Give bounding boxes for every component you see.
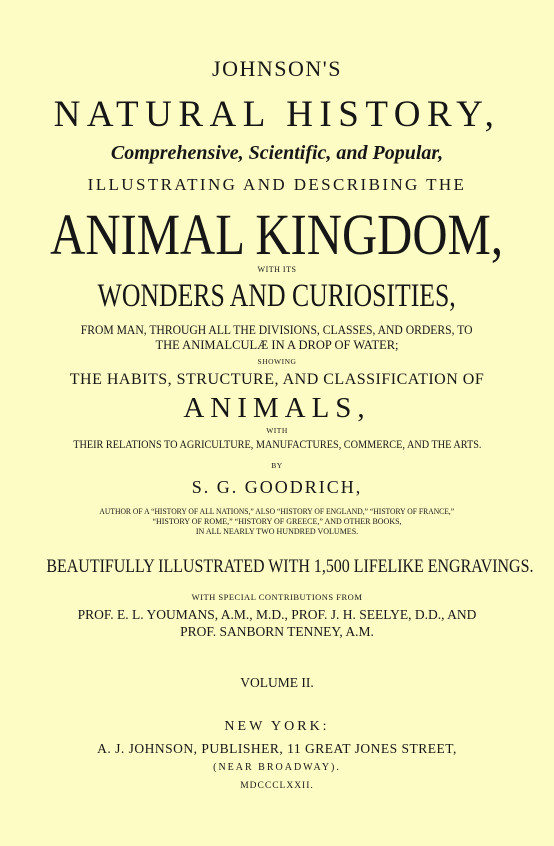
illustrated-line: BEAUTIFULLY ILLUSTRATED WITH 1,500 LIFELIKE ENGRAVINGS. xyxy=(46,556,534,577)
main-title: NATURAL HISTORY, xyxy=(53,94,501,135)
showing-label: SHOWING xyxy=(257,357,297,366)
animal-kingdom-heading: ANIMAL KINGDOM, xyxy=(50,202,504,267)
with-its-label: WITH ITS xyxy=(257,265,297,274)
by-label: BY xyxy=(271,461,283,470)
contributions-label: WITH SPECIAL CONTRIBUTIONS FROM xyxy=(191,592,363,602)
scope-line-1: FROM MAN, THROUGH ALL THE DIVISIONS, CLASSES, AND ORDERS, TO xyxy=(81,323,473,337)
author-works-line-1: AUTHOR OF A “HISTORY OF ALL NATIONS,” ALSO “HISTORY OF ENGLAND,” “HISTORY OF FRANCE,” xyxy=(99,507,455,516)
illustrating-line: ILLUSTRATING AND DESCRIBING THE xyxy=(87,175,467,194)
city-label: NEW YORK: xyxy=(224,719,330,734)
contributors-line-2: PROF. SANBORN TENNEY, A.M. xyxy=(180,624,374,639)
author-possessive: JOHNSON'S xyxy=(212,56,342,81)
subtitle-gothic: Comprehensive, Scientific, and Popular, xyxy=(110,142,444,164)
author-works-line-3: IN ALL NEARLY TWO HUNDRED VOLUMES. xyxy=(195,527,359,536)
year-label: MDCCCLXXII. xyxy=(240,781,314,791)
habits-line: THE HABITS, STRUCTURE, AND CLASSIFICATION OF xyxy=(69,371,485,388)
scope-line-2: THE ANIMALCULÆ IN A DROP OF WATER; xyxy=(155,338,399,352)
publisher-line: A. J. JOHNSON, PUBLISHER, 11 GREAT JONES STREET, xyxy=(97,741,457,756)
relations-line: THEIR RELATIONS TO AGRICULTURE, MANUFACTURES, COMMERCE, AND THE ARTS. xyxy=(72,439,482,451)
volume-label: VOLUME II. xyxy=(240,675,314,690)
animals-heading: ANIMALS, xyxy=(183,392,371,424)
contributors-line-1: PROF. E. L. YOUMANS, A.M., M.D., PROF. J. H. SEELYE, D.D., AND xyxy=(77,607,477,622)
wonders-heading: WONDERS AND CURIOSITIES, xyxy=(97,278,457,314)
with-label: WITH xyxy=(266,426,288,435)
address-note: (NEAR BROADWAY). xyxy=(213,762,341,773)
author-name: S. G. GOODRICH, xyxy=(191,477,363,497)
author-works-line-2: “HISTORY OF ROME,” “HISTORY OF GREECE,” AND OTHER BOOKS, xyxy=(152,517,402,526)
